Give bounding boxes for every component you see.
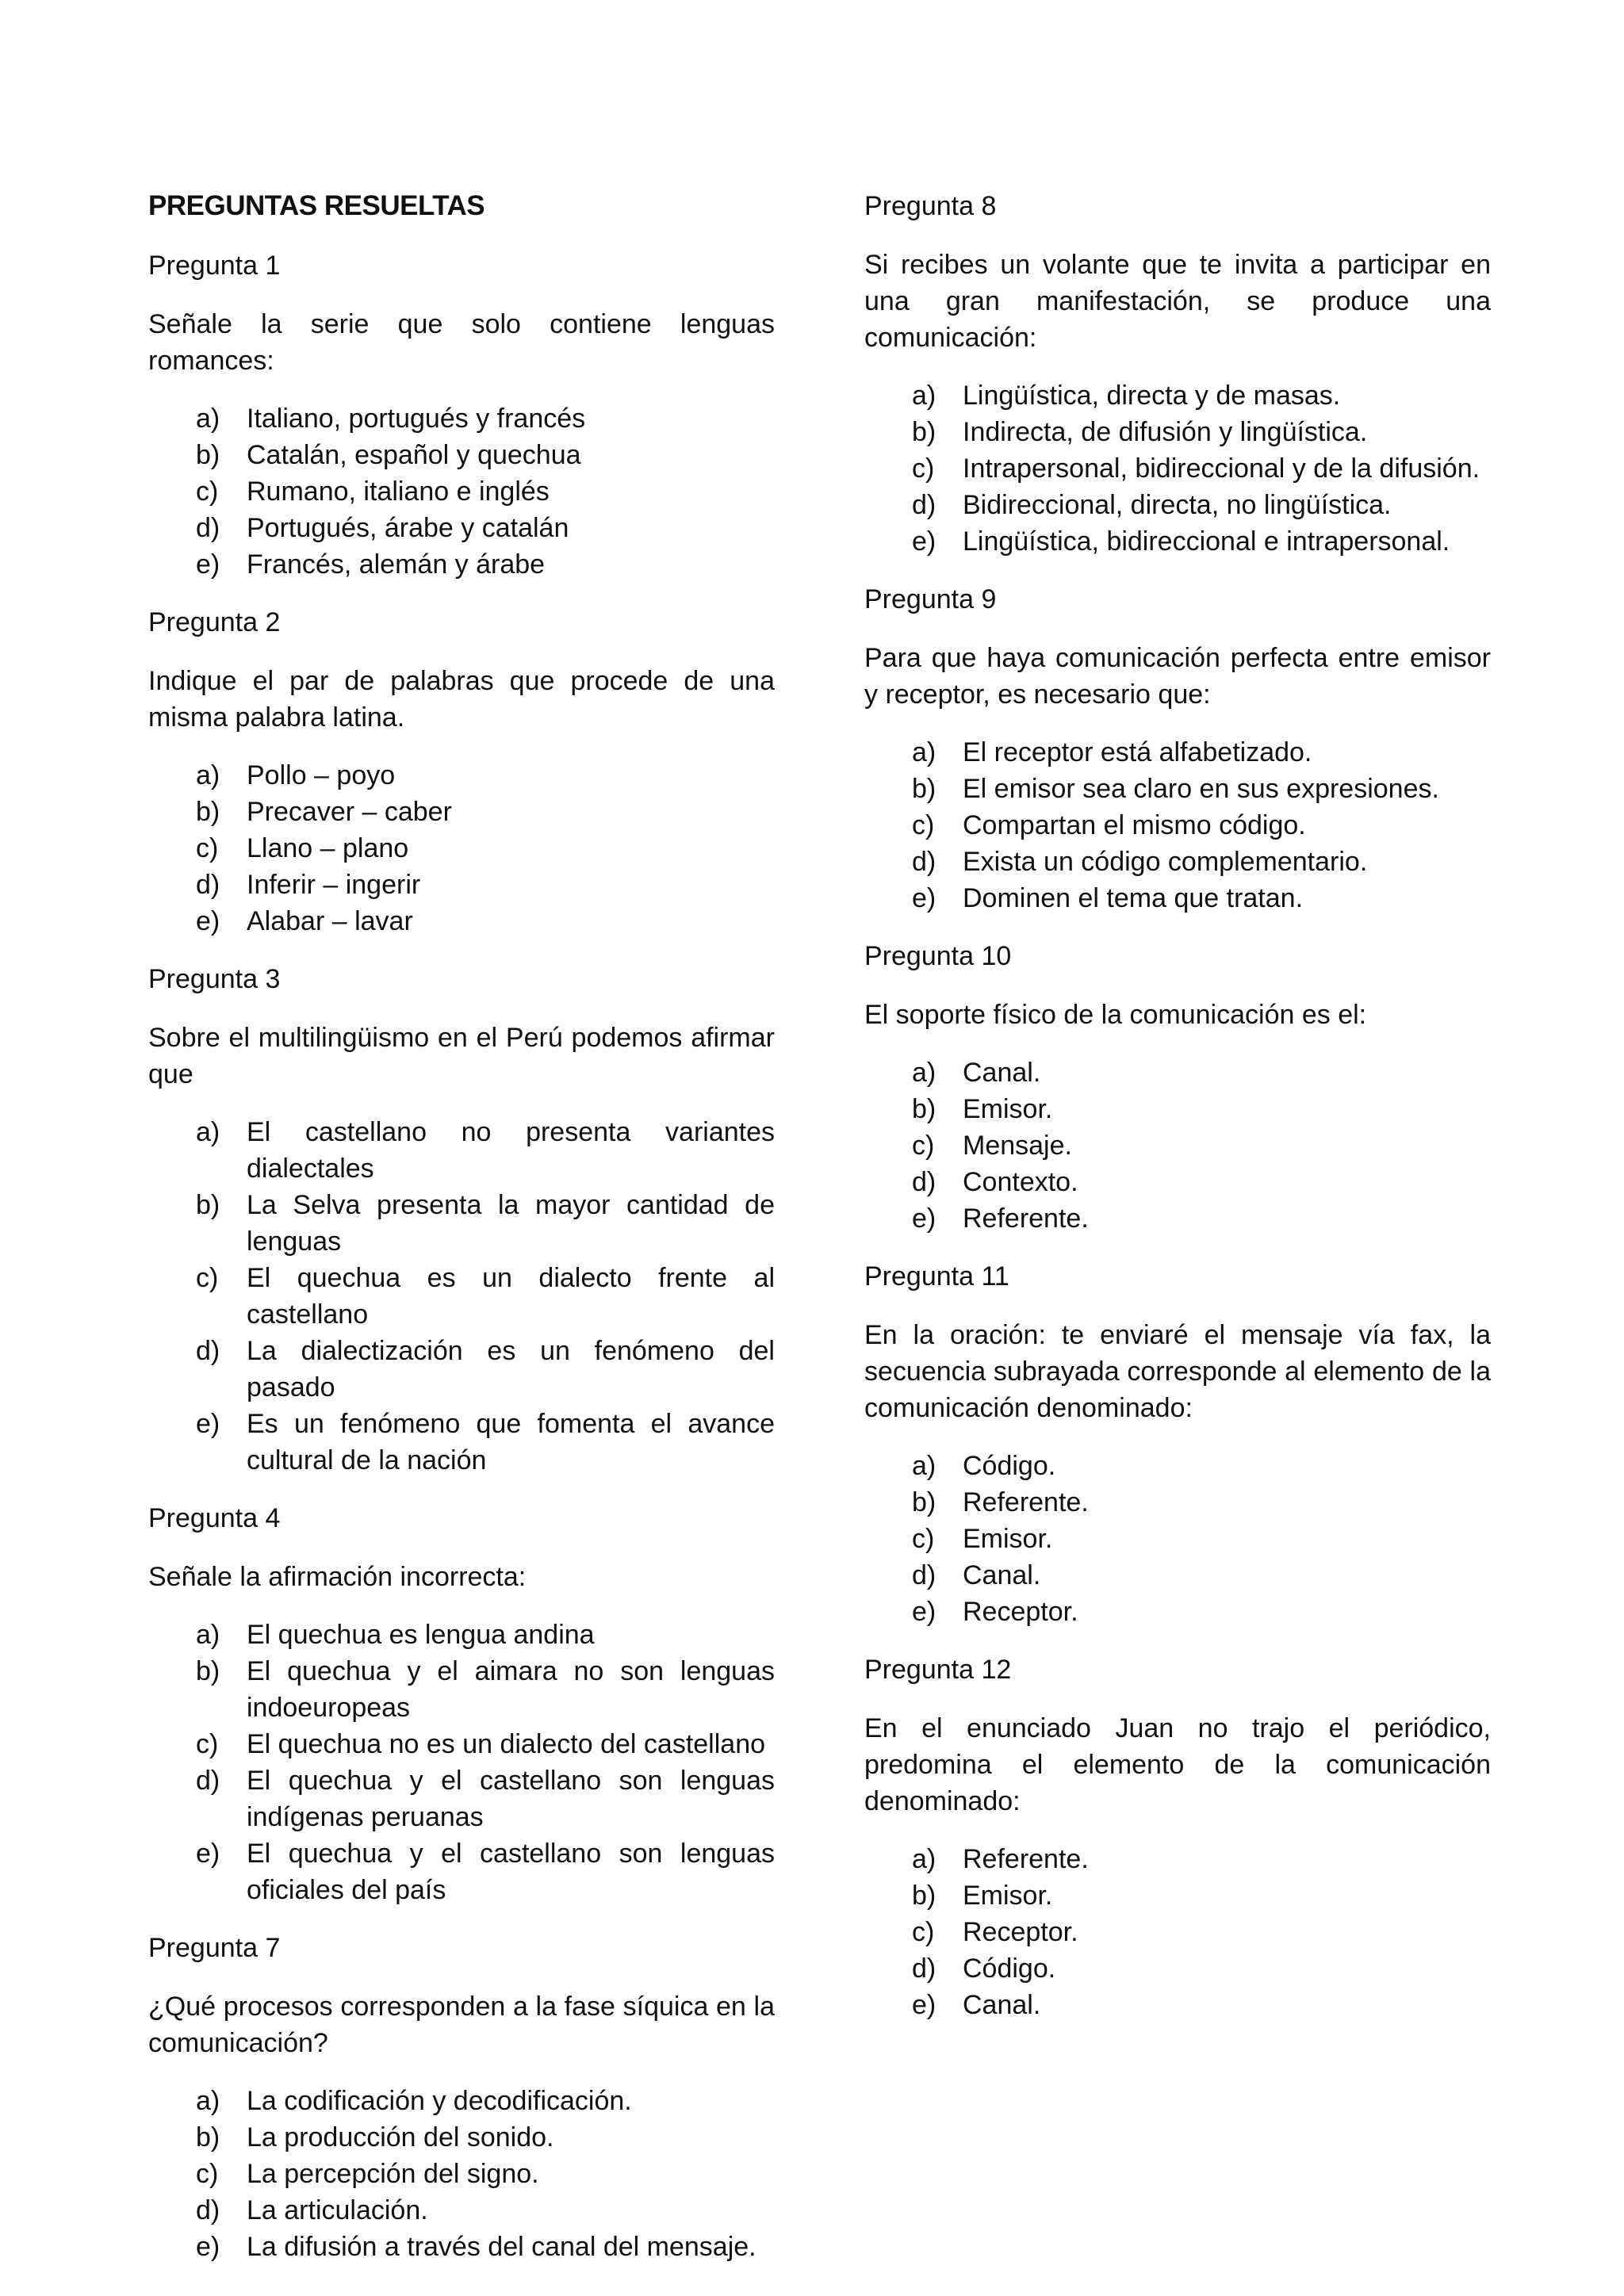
option-text: El castellano no presenta variantes dialectales [247, 1117, 775, 1184]
option-item [148, 794, 775, 830]
option-text: La dialectización es un fenómeno del pasado [247, 1336, 775, 1402]
option-letter: e) [196, 1839, 220, 1869]
option-text: La producción del sonido. [247, 2122, 554, 2152]
option-text: El quechua es un dialecto frente al castellano [247, 1263, 775, 1330]
question-text: En el enunciado Juan no trajo el periódico, predomina el elemento de la comunicación denominado: [864, 1713, 1491, 1816]
option-letter: e) [196, 549, 220, 580]
question-title: Pregunta 3 [148, 964, 281, 994]
question-text: Para que haya comunicación perfecta entre emisor y receptor, es necesario que: [864, 643, 1491, 710]
option-text: La difusión a través del canal del mensaje. [247, 2232, 756, 2262]
option-text: El emisor sea claro en sus expresiones. [963, 774, 1439, 804]
question-text: Señale la serie que solo contiene lenguas romances: [148, 309, 775, 376]
option-item [148, 1762, 775, 1835]
option-item [148, 546, 775, 583]
option-text: Bidireccional, directa, no lingüística. [963, 490, 1392, 520]
option-letter: b) [196, 1190, 220, 1220]
question-text: En la oración: te enviaré el mensaje vía fax, la secuencia subrayada corresponde al elemento de la comunicación denominado: [864, 1320, 1491, 1423]
question-title: Pregunta 11 [864, 1261, 1009, 1292]
option-text: Mensaje. [963, 1131, 1072, 1161]
option-list [864, 1054, 1491, 1237]
option-letter: c) [912, 1131, 935, 1161]
question-title: Pregunta 1 [148, 251, 281, 281]
option-item [864, 1521, 1491, 1557]
option-item [864, 734, 1491, 771]
option-letter: e) [912, 883, 936, 913]
option-item [148, 830, 775, 867]
option-letter: a) [196, 404, 220, 434]
option-letter: e) [912, 1597, 936, 1627]
option-text: Intrapersonal, bidireccional y de la difusión. [963, 453, 1480, 484]
option-letter: b) [196, 1656, 220, 1686]
question-title: Pregunta 2 [148, 607, 281, 637]
option-list [148, 1617, 775, 1908]
question-title: Pregunta 8 [864, 191, 997, 221]
option-letter: d) [912, 490, 936, 520]
page-heading: PREGUNTAS RESUELTAS [148, 190, 485, 221]
option-letter: a) [912, 737, 936, 767]
right-question-list [864, 187, 1491, 2023]
option-letter: c) [912, 1524, 935, 1554]
option-item [148, 2156, 775, 2192]
option-text: El receptor está alfabetizado. [963, 737, 1312, 767]
option-item [148, 1260, 775, 1333]
option-text: Llano – plano [247, 833, 409, 863]
option-item [864, 487, 1491, 523]
option-item [148, 473, 775, 510]
option-letter: b) [912, 1094, 936, 1124]
question-block [148, 1499, 775, 1908]
option-letter: e) [196, 2232, 220, 2262]
question-text: Señale la afirmación incorrecta: [148, 1562, 527, 1592]
option-item [148, 1617, 775, 1653]
option-text: Portugués, árabe y catalán [247, 513, 569, 543]
question-title: Pregunta 10 [864, 941, 1012, 971]
option-item [148, 867, 775, 903]
option-letter: c) [196, 1729, 219, 1759]
option-letter: a) [196, 1620, 220, 1650]
question-block [864, 937, 1491, 1237]
option-item [864, 1448, 1491, 1484]
option-item [864, 771, 1491, 807]
option-item [148, 1653, 775, 1726]
option-list [148, 757, 775, 939]
option-text: Receptor. [963, 1917, 1078, 1947]
option-letter: d) [196, 870, 220, 900]
question-title: Pregunta 9 [864, 584, 997, 614]
option-item [864, 1200, 1491, 1237]
option-item [148, 757, 775, 794]
option-item [864, 807, 1491, 844]
option-item [864, 523, 1491, 560]
option-item [864, 1914, 1491, 1950]
option-text: Receptor. [963, 1597, 1078, 1627]
option-letter: b) [912, 417, 936, 447]
option-letter: a) [196, 760, 220, 790]
question-text: Sobre el multilingüismo en el Perú podemos afirmar que [148, 1023, 775, 1089]
option-letter: e) [912, 1203, 936, 1234]
option-list [148, 1114, 775, 1479]
option-text: Emisor. [963, 1881, 1053, 1911]
option-text: El quechua y el castellano son lenguas oficiales del país [247, 1839, 775, 1905]
option-list [148, 2083, 775, 2265]
option-text: La articulación. [247, 2195, 428, 2225]
option-letter: e) [912, 1990, 936, 2020]
option-letter: d) [912, 1560, 936, 1590]
option-item [864, 844, 1491, 880]
option-text: Código. [963, 1954, 1056, 1984]
option-letter: c) [912, 453, 935, 484]
option-letter: e) [196, 1409, 220, 1439]
question-text: El soporte físico de la comunicación es el: [864, 1000, 1367, 1030]
option-letter: d) [912, 847, 936, 877]
left-column [148, 187, 775, 2286]
option-item [864, 1091, 1491, 1127]
option-letter: c) [912, 810, 935, 840]
option-letter: c) [196, 1263, 219, 1293]
question-block [148, 603, 775, 939]
question-text: ¿Qué procesos corresponden a la fase síquica en la comunicación? [148, 1992, 775, 2058]
option-item [148, 1835, 775, 1908]
option-text: Referente. [963, 1203, 1089, 1234]
option-item [148, 2192, 775, 2229]
option-text: La codificación y decodificación. [247, 2086, 632, 2116]
option-letter: a) [196, 1117, 220, 1147]
question-block [148, 960, 775, 1479]
option-letter: b) [912, 1487, 936, 1517]
option-text: Es un fenómeno que fomenta el avance cultural de la nación [247, 1409, 775, 1475]
option-text: Inferir – ingerir [247, 870, 421, 900]
question-text: Indique el par de palabras que procede de una misma palabra latina. [148, 666, 775, 733]
option-text: La Selva presenta la mayor cantidad de lenguas [247, 1190, 775, 1257]
option-text: El quechua y el castellano son lenguas indígenas peruanas [247, 1766, 775, 1832]
option-letter: d) [196, 513, 220, 543]
option-text: El quechua es lengua andina [247, 1620, 595, 1650]
question-title: Pregunta 7 [148, 1933, 281, 1963]
left-question-list [148, 247, 775, 2265]
option-item [148, 2083, 775, 2119]
option-text: La percepción del signo. [247, 2159, 539, 2189]
option-text: Compartan el mismo código. [963, 810, 1306, 840]
option-item [148, 1114, 775, 1187]
option-letter: d) [196, 1766, 220, 1796]
option-item [864, 880, 1491, 916]
option-list [864, 1841, 1491, 2023]
option-letter: a) [196, 2086, 220, 2116]
option-item [148, 1406, 775, 1479]
option-letter: a) [912, 381, 936, 411]
option-letter: c) [196, 833, 219, 863]
option-text: Francés, alemán y árabe [247, 549, 546, 580]
option-letter: b) [912, 1881, 936, 1911]
option-letter: b) [196, 2122, 220, 2152]
option-item [864, 1164, 1491, 1200]
option-item [148, 400, 775, 437]
option-letter: c) [196, 476, 219, 507]
question-block [864, 580, 1491, 916]
option-text: Referente. [963, 1487, 1089, 1517]
option-item [864, 1594, 1491, 1630]
option-text: Dominen el tema que tratan. [963, 883, 1304, 913]
option-text: Precaver – caber [247, 797, 452, 827]
option-letter: d) [196, 1336, 220, 1366]
option-list [864, 377, 1491, 560]
option-letter: b) [912, 774, 936, 804]
option-item [864, 377, 1491, 414]
option-item [864, 1987, 1491, 2023]
option-letter: e) [912, 526, 936, 557]
option-list [864, 734, 1491, 916]
option-item [864, 1054, 1491, 1091]
option-text: Lingüística, directa y de masas. [963, 381, 1341, 411]
question-block [864, 187, 1491, 560]
option-letter: b) [196, 797, 220, 827]
option-item [864, 1127, 1491, 1164]
option-text: Italiano, portugués y francés [247, 404, 586, 434]
option-letter: a) [912, 1058, 936, 1088]
option-letter: c) [196, 2159, 219, 2189]
question-title: Pregunta 4 [148, 1503, 281, 1533]
option-letter: c) [912, 1917, 935, 1947]
option-letter: a) [912, 1451, 936, 1481]
option-text: Catalán, español y quechua [247, 440, 581, 470]
option-letter: a) [912, 1844, 936, 1874]
option-text: Emisor. [963, 1524, 1053, 1554]
option-text: Emisor. [963, 1094, 1053, 1124]
option-letter: b) [196, 440, 220, 470]
option-text: Pollo – poyo [247, 760, 396, 790]
option-list [864, 1448, 1491, 1630]
option-text: Lingüística, bidireccional e intrapersonal. [963, 526, 1450, 557]
option-item [148, 2119, 775, 2156]
option-text: Contexto. [963, 1167, 1078, 1197]
option-letter: d) [196, 2195, 220, 2225]
right-column [864, 187, 1491, 2044]
option-letter: d) [912, 1954, 936, 1984]
option-text: Canal. [963, 1990, 1041, 2020]
option-text: Canal. [963, 1058, 1041, 1088]
option-text: Alabar – lavar [247, 906, 413, 936]
question-block [864, 1257, 1491, 1630]
option-item [864, 1557, 1491, 1594]
question-block [864, 1651, 1491, 2023]
option-text: Exista un código complementario. [963, 847, 1368, 877]
option-list [148, 400, 775, 583]
question-text: Si recibes un volante que te invita a participar en una gran manifestación, se produce una comunicación: [864, 250, 1491, 353]
option-item [864, 450, 1491, 487]
option-letter: d) [912, 1167, 936, 1197]
option-item [864, 1950, 1491, 1987]
option-item [864, 1841, 1491, 1877]
question-block [148, 247, 775, 583]
option-item [864, 414, 1491, 450]
option-item [148, 903, 775, 939]
option-item [148, 1187, 775, 1260]
option-item [148, 1333, 775, 1406]
option-text: El quechua y el aimara no son lenguas indoeuropeas [247, 1656, 775, 1723]
option-letter: e) [196, 906, 220, 936]
option-text: Indirecta, de difusión y lingüística. [963, 417, 1368, 447]
option-text: Canal. [963, 1560, 1041, 1590]
option-text: Rumano, italiano e inglés [247, 476, 550, 507]
option-item [148, 1726, 775, 1762]
option-item [864, 1484, 1491, 1521]
option-item [864, 1877, 1491, 1914]
option-item [148, 510, 775, 546]
option-text: Código. [963, 1451, 1056, 1481]
question-title: Pregunta 12 [864, 1655, 1012, 1685]
option-text: Referente. [963, 1844, 1089, 1874]
question-block [148, 1929, 775, 2265]
option-text: El quechua no es un dialecto del castellano [247, 1729, 766, 1759]
option-item [148, 437, 775, 473]
option-item [148, 2229, 775, 2265]
